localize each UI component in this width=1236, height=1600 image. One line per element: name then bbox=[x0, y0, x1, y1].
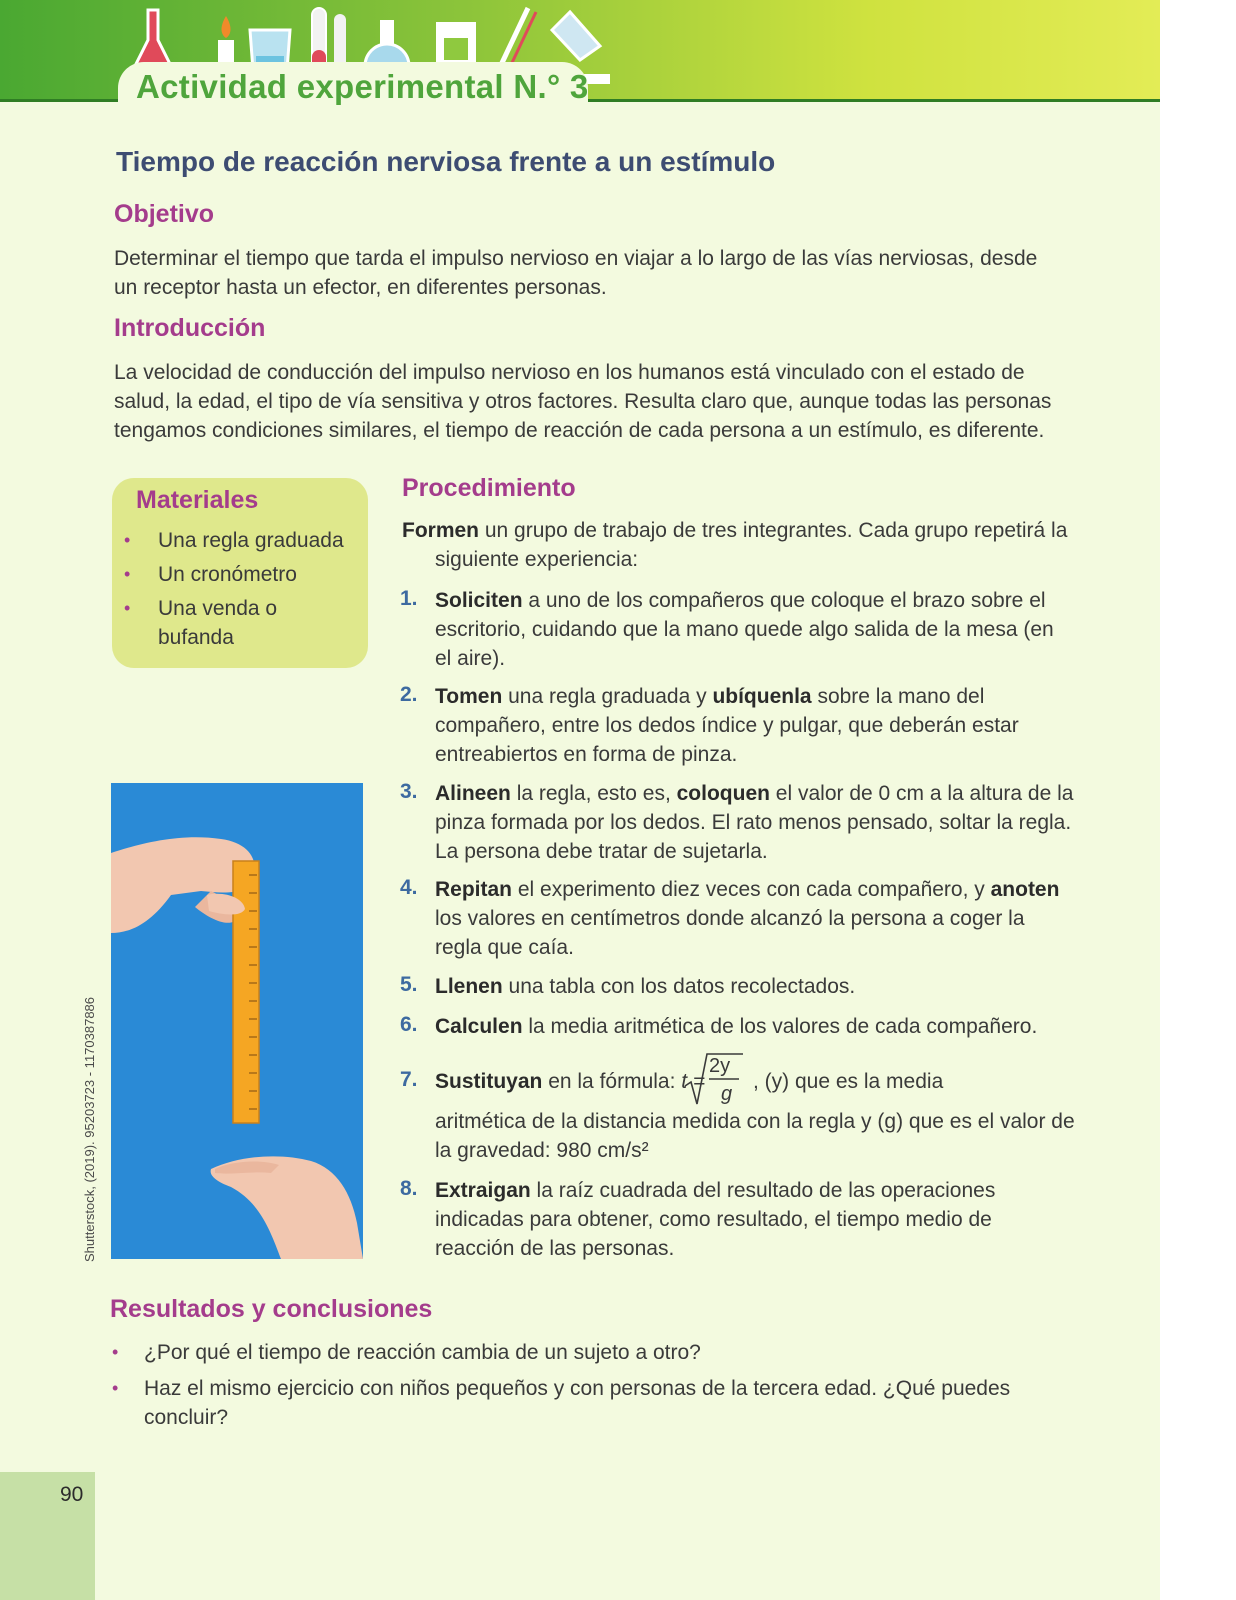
procedure-intro bbox=[402, 516, 1095, 574]
step-text: Repitan el experimento diez veces con cada compañero, y anoten los valores en centímetros donde alcanzó la persona a coger la regla que caía. bbox=[435, 878, 1060, 959]
materials-box bbox=[112, 478, 368, 668]
materials-item: Un cronómetro bbox=[158, 563, 297, 586]
step-number: 5. bbox=[400, 973, 418, 996]
introduction-line: salud, la edad, el tipo de vía sensitiva y otros factores. Resulta claro que, aunque todas las personas bbox=[114, 390, 1052, 413]
bullet-icon: • bbox=[112, 1378, 119, 1398]
results-heading: Resultados y conclusiones bbox=[110, 1295, 433, 1323]
bullet-icon: • bbox=[124, 598, 131, 618]
introduction-text bbox=[114, 358, 1114, 445]
formula-lhs: t = bbox=[681, 1070, 706, 1093]
step-text: Llenen una tabla con los datos recolectados. bbox=[435, 975, 856, 998]
introduction-heading: Introducción bbox=[114, 314, 266, 342]
step-number: 3. bbox=[400, 780, 418, 803]
procedure-intro-verb: Formen bbox=[402, 519, 480, 542]
results-item: Haz el mismo ejercicio con niños pequeños y con personas de la tercera edad. ¿Qué puedes concluir? bbox=[144, 1377, 1011, 1429]
activity-title: Actividad experimental N.° 3 bbox=[136, 68, 589, 105]
materials-item: Una venda o bufanda bbox=[158, 597, 278, 649]
step-text: en la fórmula: bbox=[542, 1070, 682, 1093]
step-text: Calculen la media aritmética de los valores de cada compañero. bbox=[435, 1015, 1038, 1038]
step-text: Soliciten a uno de los compañeros que coloque el brazo sobre el escritorio, cuidando que la mano quede algo salida de la mesa (en el aire). bbox=[435, 589, 1054, 670]
photo-credit: Shutterstock, (2019). 95203723 - 1170387886 bbox=[82, 996, 97, 1262]
introduction-line: tengamos condiciones similares, el tiempo de reacción de cada persona a un estímulo, es diferente. bbox=[114, 419, 1045, 442]
step-number: 7. bbox=[400, 1068, 418, 1091]
formula-denominator: g bbox=[721, 1083, 733, 1105]
step-text: Tomen una regla graduada y ubíquenla sobre la mano del compañero, entre los dedos índice y pulgar, que deberán estar entreabiertos en forma de pinza. bbox=[435, 685, 1019, 766]
step-text: Alineen la regla, esto es, coloquen el valor de 0 cm a la altura de la pinza formada por los dedos. El rato menos pensado, soltar la regla. La persona debe tratar de sujetarla. bbox=[435, 782, 1074, 863]
page-title: Tiempo de reacción nerviosa frente a un estímulo bbox=[116, 146, 776, 177]
step-text: , (y) que es la media bbox=[753, 1070, 944, 1093]
step-number: 1. bbox=[400, 587, 418, 610]
materials-heading: Materiales bbox=[136, 486, 259, 514]
ruler-drop-photo bbox=[111, 783, 363, 1259]
bullet-icon: • bbox=[112, 1342, 119, 1362]
step-number: 8. bbox=[400, 1177, 418, 1200]
objective-line: un receptor hasta un efector, en diferentes personas. bbox=[114, 276, 607, 299]
formula-numerator: 2y bbox=[709, 1055, 731, 1077]
bullet-icon: • bbox=[124, 530, 131, 550]
step-verb: Sustituyan bbox=[435, 1070, 543, 1093]
step-text: aritmética de la distancia medida con la regla y (g) que es el valor de la gravedad: 980 cm/s² bbox=[435, 1110, 1075, 1162]
results-item: ¿Por qué el tiempo de reacción cambia de un sujeto a otro? bbox=[144, 1341, 701, 1364]
objective-heading: Objetivo bbox=[114, 200, 215, 228]
materials-item: Una regla graduada bbox=[158, 529, 344, 552]
procedure-heading: Procedimiento bbox=[402, 474, 576, 502]
objective-line: Determinar el tiempo que tarda el impulso nervioso en viajar a lo largo de las vías nerviosas, desde bbox=[114, 247, 1038, 270]
objective-text bbox=[114, 244, 1037, 302]
introduction-line: La velocidad de conducción del impulso nervioso en los humanos está vinculado con el estado de bbox=[114, 361, 1025, 384]
page-number: 90 bbox=[60, 1483, 84, 1506]
step-formula-line bbox=[435, 1050, 1075, 1105]
step-text: Extraigan la raíz cuadrada del resultado de las operaciones indicadas para obtener, como resultado, el tiempo medio de reacción de las personas. bbox=[435, 1179, 996, 1260]
step-number: 2. bbox=[400, 683, 418, 706]
bullet-icon: • bbox=[124, 564, 131, 584]
step-number: 4. bbox=[400, 876, 418, 899]
procedure-intro-text: un grupo de trabajo de tres integrantes. Cada grupo repetirá la siguiente experiencia: bbox=[435, 519, 1068, 571]
step-number: 6. bbox=[400, 1013, 418, 1036]
